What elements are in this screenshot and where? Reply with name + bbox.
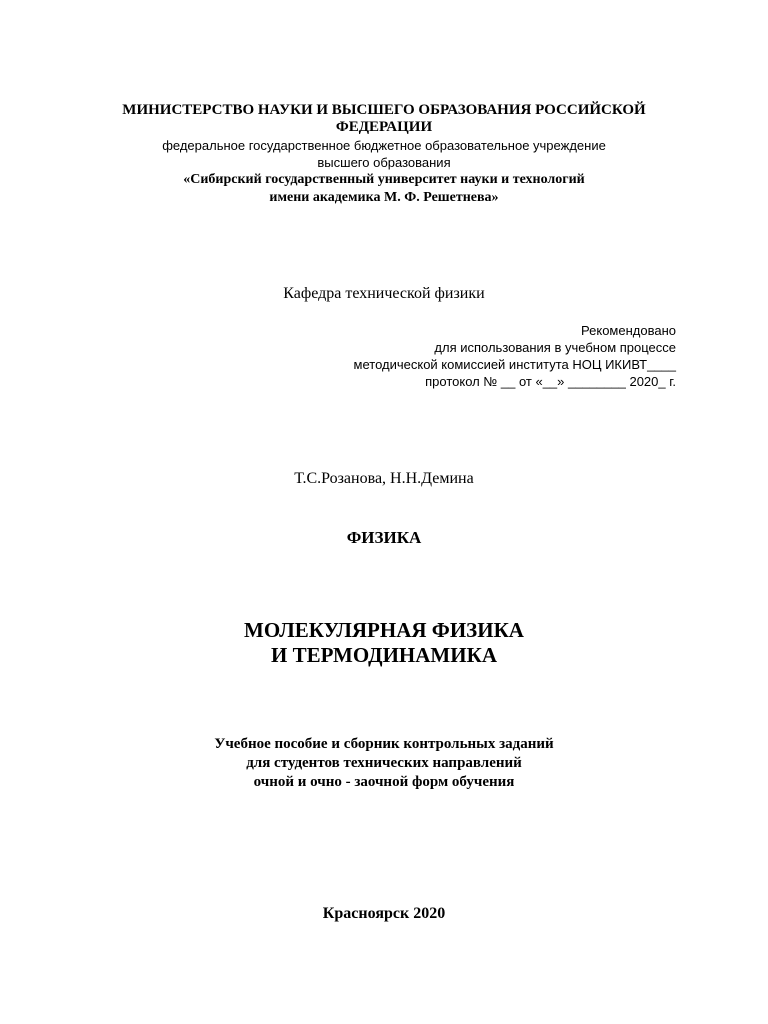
description-line-1: Учебное пособие и сборник контрольных заданий: [214, 736, 554, 752]
ministry-heading: [0, 102, 768, 136]
subject-heading: ФИЗИКА: [346, 528, 422, 547]
institution-line-1: федеральное государственное бюджетное образовательное учреждение: [162, 138, 606, 153]
recommendation-line-1: Рекомендовано: [581, 323, 676, 338]
title-line-1: МОЛЕКУЛЯРНАЯ ФИЗИКА: [244, 618, 524, 642]
department-name: Кафедра технической физики: [283, 285, 485, 302]
description-line-3: очной и очно - заочной форм обучения: [253, 774, 515, 790]
authors: Т.С.Розанова, Н.Н.Демина: [294, 470, 474, 487]
university-line-1: «Сибирский государственный университет науки и технологий: [183, 172, 585, 187]
document-title: [0, 618, 768, 668]
institution-line-2: высшего образования: [317, 155, 451, 170]
university-name: [0, 171, 768, 207]
recommendation-line-2: для использования в учебном процессе: [434, 340, 676, 355]
institution-type: [0, 137, 768, 171]
description-line-2: для студентов технических направлений: [246, 755, 522, 771]
university-line-2: имени академика М. Ф. Решетнева»: [269, 190, 499, 205]
title-line-2: И ТЕРМОДИНАМИКА: [271, 643, 497, 667]
recommendation-line-4: протокол № __ от «__» ________ 2020_ г.: [425, 374, 676, 389]
recommendation-block: [354, 322, 676, 390]
ministry-line-2: ФЕДЕРАЦИИ: [335, 119, 433, 135]
city-year: Красноярск 2020: [322, 905, 446, 922]
document-description: [0, 735, 768, 792]
ministry-line-1: МИНИСТЕРСТВО НАУКИ И ВЫСШЕГО ОБРАЗОВАНИЯ РОССИЙСКОЙ: [122, 102, 646, 118]
recommendation-line-3: методической комиссией института НОЦ ИКИВТ____: [353, 357, 676, 372]
